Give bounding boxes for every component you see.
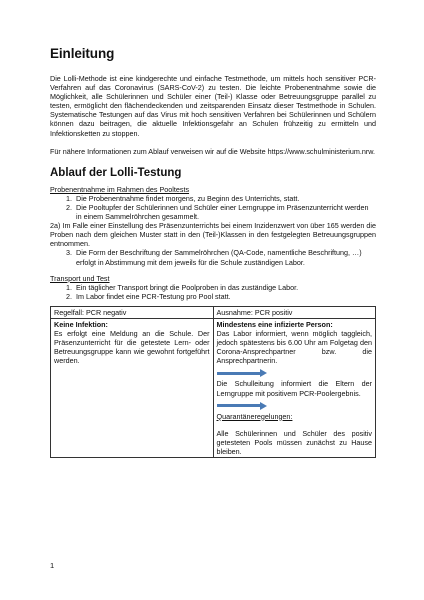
sampling-list <box>50 194 376 221</box>
positive-text-lab: Das Labor informiert, wenn möglich taggleich, jedoch spätestens bis 6.00 Uhr am Folgetag den Corona-Ansprechpartner bzw. die Ansprechpartnerin. <box>216 329 372 366</box>
table-header-positive: Ausnahme: PCR positiv <box>213 306 376 318</box>
document-page <box>50 46 376 458</box>
intro-heading: Einleitung <box>50 46 115 61</box>
sampling-note: 2a) Im Falle einer Einstellung des Präsenzunterrichts bei einem Inzidenzwert von über 165 werden die Proben nach dem gleichen Muster statt in den (Teil-)Klassen in den festgelegten Betreuungsgruppen entnommen. <box>50 221 376 249</box>
sampling-list-continued <box>50 248 376 266</box>
negative-text: Es erfolgt eine Meldung an die Schule. Der Präsenzunterricht für die getestete Lern- oder Betreuungsgruppe kann wie gewohnt fortgeführt werden. <box>54 329 210 366</box>
arrow-right-icon <box>217 403 267 409</box>
list-item: 1. Die Probenentnahme findet morgens, zu Beginn des Unterrichts, statt. <box>74 194 376 203</box>
quarantine-subheading: Quarantäneregelungen: <box>216 411 293 421</box>
arrow-right-icon <box>217 370 267 376</box>
result-table <box>50 306 376 458</box>
negative-title: Keine Infektion: <box>54 319 108 329</box>
negative-cell <box>51 318 214 457</box>
positive-text-school: Die Schulleitung informiert die Eltern der Lerngruppe mit positivem PCR-Poolergebnis. <box>216 379 372 398</box>
intro-website-note: Für nähere Informationen zum Ablauf verweisen wir auf die Website https://www.schulministerium.nrw. <box>50 146 376 156</box>
transport-list <box>50 283 376 301</box>
positive-text-quarantine: Alle Schülerinnen und Schüler des positiv getesteten Pools müssen zunächst zu Hause bleiben. <box>216 428 372 456</box>
intro-paragraph: Die Lolli-Methode ist eine kindgerechte und einfache Testmethode, um mittels hoch sensitiver PCR-Verfahren auf das Coronavirus (SARS-CoV-2) zu testen. Die leichte Probenentnahme sowie die Möglichkeit, alle Schülerinnen und Schüler einer (Teil-) Klasse oder Betreuungsgruppe parallel zu testen, ermöglicht den flächendeckenden und zeitsparenden Einsatz dieser Testmethode in Schulen. Systematische Testungen auf das Virus mit hoch sensitiven Verfahren bei Schülerinnen und Schülern können dazu beitragen, die aktuelle Infektionsgefahr an Schulen frühzeitig zu ermitteln und Infektionsketten zu stoppen. <box>50 74 376 138</box>
list-item: 3. Die Form der Beschriftung der Sammelröhrchen (QA-Code, namentliche Beschriftung, …) erfolgt in Abstimmung mit dem jeweils für die Schule zuständigen Labor. <box>74 248 376 266</box>
transport-subheading: Transport und Test <box>50 273 110 283</box>
list-item: 1. Ein täglicher Transport bringt die Poolproben in das zuständige Labor. <box>74 283 376 292</box>
list-item: 2. Im Labor findet eine PCR-Testung pro Pool statt. <box>74 292 376 301</box>
page-number: 1 <box>50 561 55 570</box>
table-header-negative: Regelfall: PCR negativ <box>51 306 214 318</box>
sampling-subheading: Probenentnahme im Rahmen des Pooltests <box>50 184 190 194</box>
list-item: 2. Die Pooltupfer der Schülerinnen und Schüler einer Lerngruppe im Präsenzunterricht werden in einem Sammelröhrchen gesammelt. <box>74 203 376 221</box>
positive-title: Mindestens eine infizierte Person: <box>216 319 333 329</box>
process-heading: Ablauf der Lolli-Testung <box>50 166 182 179</box>
positive-cell <box>213 318 376 457</box>
